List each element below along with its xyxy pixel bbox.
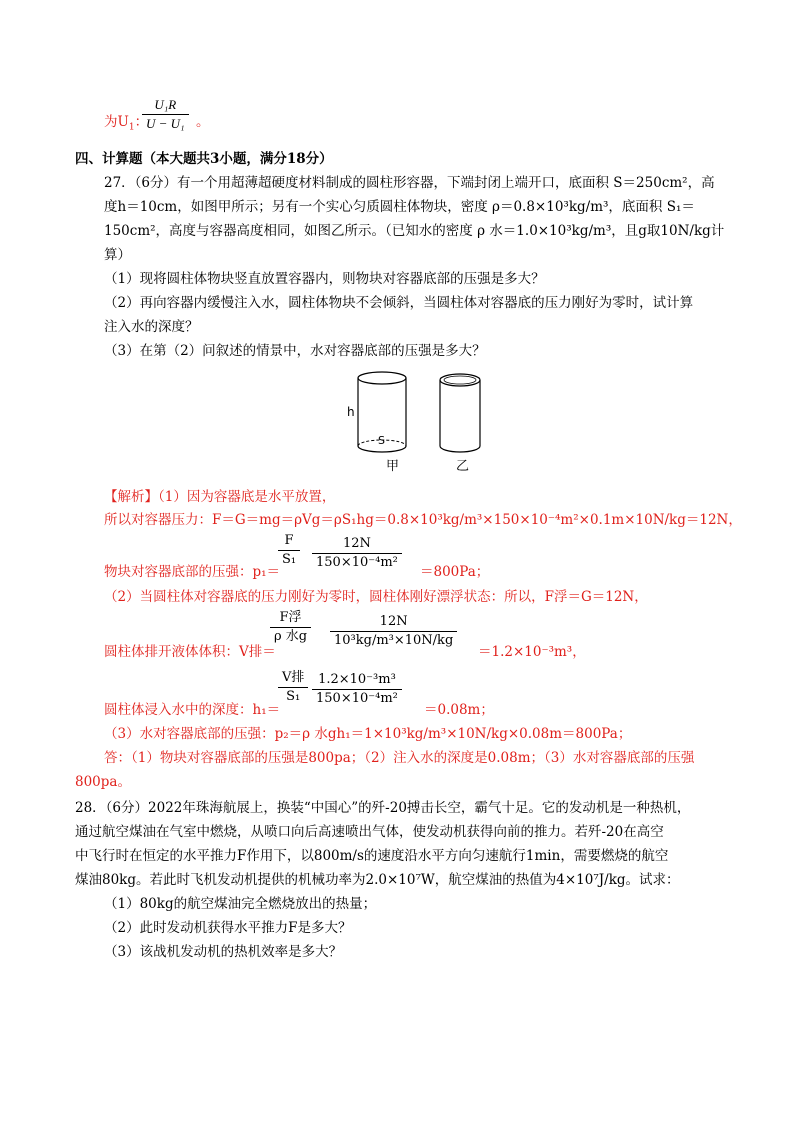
- solution-l1: 【解析】（1）因为容器底是水平放置，: [104, 489, 336, 505]
- intro-frac-num: U₁R: [154, 97, 177, 112]
- intro-fraction: [142, 97, 189, 132]
- l3-frac1: [278, 533, 300, 568]
- l3-frac2: [312, 536, 402, 571]
- intro-colon: ：: [134, 114, 149, 130]
- intro-suffix: 。: [196, 114, 210, 130]
- q28-line4: 煤油80kg。若此时飞机发动机提供的机械功率为2.0×10⁷W，航空煤油的热值为4×10⁷J/kg。试求：: [75, 872, 680, 888]
- q28-line1: 28．（6分）2022年珠海航展上，换装“中国心”的歼-20搏击长空，霸气十足。它的发动机是一种热机，: [75, 800, 691, 816]
- l5-frac2-num: 12N: [379, 614, 408, 629]
- solution-l2: 所以对容器压力：F＝G＝mg＝ρVg＝ρS₁hg＝0.8×10³kg/m³×150×10⁻⁴m²×0.1m×10N/kg＝12N，: [104, 512, 742, 528]
- solution-l4: （2）当圆柱体对容器底的压力刚好为零时，圆柱体刚好漂浮状态：所以，F浮＝G＝12N，: [104, 589, 648, 605]
- yi-label: 乙: [456, 459, 470, 474]
- solution-l8: 答：（1）物块对容器底部的压强是800pa；（2）注入水的深度是0.08m；（3）水对容器底部的压强: [104, 750, 695, 766]
- cylinder-yi-diagram: [440, 374, 480, 452]
- q28-part1: （1）80kg的航空煤油完全燃烧放出的热量；: [104, 896, 377, 912]
- l3-frac2-den: 150×10⁻⁴m²: [316, 555, 398, 570]
- l5-frac2-den: 10³kg/m³×10N/kg: [334, 633, 454, 648]
- l5-frac1-num: F浮: [279, 610, 302, 625]
- solution-l9: 800pa。: [75, 774, 131, 790]
- l6-frac2-den: 150×10⁻⁴m²: [316, 691, 398, 706]
- l5-frac1: [270, 610, 311, 645]
- q28-part2: （2）此时发动机获得水平推力F是多大？: [104, 920, 352, 936]
- solution-l6-suffix: ＝0.08m；: [424, 702, 494, 718]
- intro-prefix: 为U: [104, 114, 129, 130]
- q27-line2: 度h＝10cm，如图甲所示；另有一个实心匀质圆柱体物块，密度 ρ＝0.8×10³kg/m³，底面积 S₁＝: [104, 199, 695, 215]
- solution-l3-suffix: ＝800Pa；: [420, 564, 490, 580]
- l6-frac1-num: V排: [282, 670, 305, 685]
- solution-l5-suffix: ＝1.2×10⁻³m³，: [478, 644, 586, 660]
- jia-label: 甲: [386, 459, 400, 474]
- l5-frac1-den: ρ 水g: [274, 629, 308, 644]
- q27-line1: 27．（6分）有一个用超薄超硬度材料制成的圆柱形容器，下端封闭上端开口，底面积 S＝250cm²，高: [104, 175, 715, 191]
- q28-part3: （3）该战机发动机的热机效率是多大？: [104, 944, 343, 960]
- s-label: S: [378, 434, 385, 447]
- solution-l5-prefix: 圆柱体排开液体体积：V排＝: [104, 644, 276, 660]
- section-title: 四、计算题（本大题共3小题，满分18分）: [75, 151, 333, 167]
- solution-l3-prefix: 物块对容器底部的压强：p₁＝: [104, 564, 281, 580]
- h-label: h: [347, 405, 355, 419]
- intro-frac-den: U − U₁: [146, 116, 185, 131]
- l6-frac2: [312, 672, 402, 707]
- q27-part1: （1）现将圆柱体物块竖直放置容器内，则物块对容器底部的压强是多大？: [104, 271, 545, 287]
- q27-part2a: （2）再向容器内缓慢注入水，圆柱体物块不会倾斜，当圆柱体对容器底的压力刚好为零时，试计算: [104, 295, 694, 311]
- l3-frac1-num: F: [284, 533, 294, 548]
- l3-frac1-den: S₁: [282, 552, 297, 567]
- q28-line3: 中飞行时在恒定的水平推力F作用下，以800m/s的速度沿水平方向匀速航行1min，需要燃烧的航空: [75, 848, 669, 864]
- solution-l6-prefix: 圆柱体浸入水中的深度：h₁＝: [104, 702, 281, 718]
- intro-prefix-sub: 1: [128, 122, 135, 133]
- q27-part3: （3）在第（2）问叙述的情景中，水对容器底部的压强是多大？: [104, 343, 486, 359]
- l6-frac1-den: S₁: [286, 689, 301, 704]
- q27-figure: [340, 362, 500, 480]
- l5-frac2: [330, 614, 457, 649]
- q28-line2: 通过航空煤油在气室中燃烧，从喷口向后高速喷出气体，使发动机获得向前的推力。若歼-20在高空: [75, 824, 664, 840]
- l6-frac1: [278, 670, 308, 705]
- solution-l7: （3）水对容器底部的压强：p₂＝ρ 水gh₁＝1×10³kg/m³×10N/kg×0.08m＝800Pa；: [104, 726, 632, 742]
- l6-frac2-num: 1.2×10⁻³m³: [318, 672, 396, 687]
- q27-part2b: 注入水的深度？: [104, 319, 199, 335]
- l3-frac2-num: 12N: [342, 536, 371, 551]
- q27-line3: 150cm²，高度与容器高度相同，如图乙所示。（已知水的密度 ρ 水＝1.0×10³kg/m³，且g取10N/kg计: [104, 223, 725, 239]
- q27-line4: 算）: [104, 247, 131, 263]
